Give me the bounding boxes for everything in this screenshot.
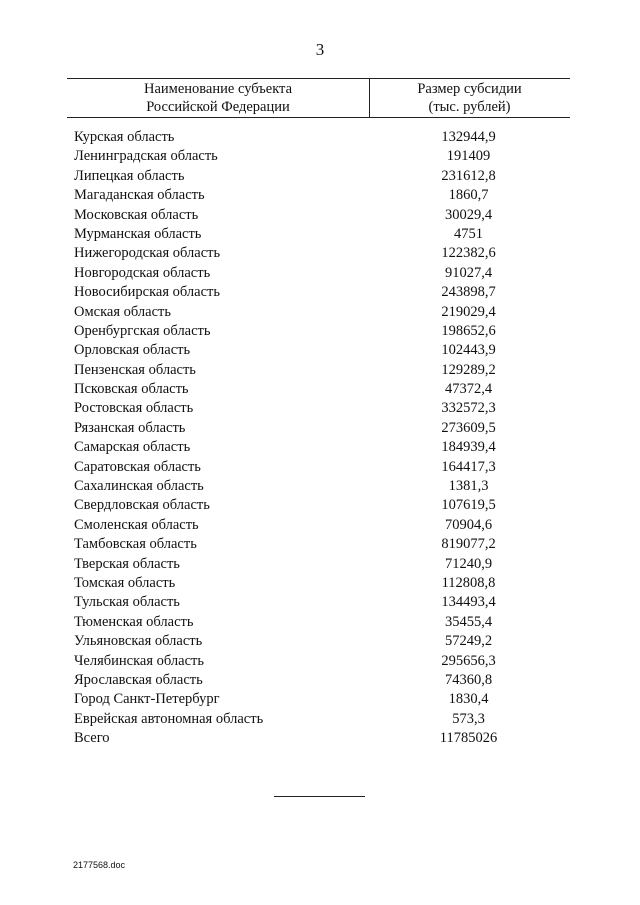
table-row [0,593,640,612]
subsidy-amount: 164417,3 [441,458,496,475]
table-row [0,264,640,283]
subsidy-amount: 70904,6 [444,516,493,533]
subsidy-amount: 1381,3 [448,478,489,495]
column-header-region-line1: Наименование субъекта [143,81,293,97]
subsidy-amount: 191409 [446,148,491,165]
region-name: Самарская область [74,439,191,456]
region-name: Новосибирская область [74,284,220,301]
column-header-subsidy [369,80,570,116]
table-row [0,535,640,554]
region-name: Омская область [74,303,171,320]
end-of-document-rule [274,796,365,797]
region-name: Тульская область [74,594,180,611]
region-name: Новгородская область [74,264,211,281]
table-row [0,167,640,186]
region-name: Мурманская область [74,225,202,242]
subsidy-table-body [0,128,640,749]
table-row [0,283,640,302]
table-row [0,458,640,477]
subsidy-amount: 819077,2 [441,536,496,553]
table-row [0,303,640,322]
table-row [0,147,640,166]
table-row [0,632,640,651]
region-name: Сахалинская область [74,478,204,495]
region-name: Рязанская область [74,419,186,436]
region-name: Липецкая область [74,167,185,184]
table-row [0,380,640,399]
table-row [0,341,640,360]
table-row [0,225,640,244]
table-row [0,244,640,263]
subsidy-amount: 102443,9 [441,342,496,359]
table-row [0,128,640,147]
column-header-subsidy-line1: Размер субсидии [417,81,522,97]
table-row [0,186,640,205]
region-name: Тверская область [74,555,180,572]
subsidy-amount: 198652,6 [441,322,496,339]
subsidy-amount: 573,3 [452,710,485,727]
region-name: Магаданская область [74,187,205,204]
subsidy-amount: 57249,2 [444,633,493,650]
subsidy-amount: 35455,4 [444,613,493,630]
document-file-name: 2177568.doc [73,860,126,870]
region-name: Ульяновская область [74,633,203,650]
subsidy-amount: 273609,5 [441,419,496,436]
subsidy-amount: 1830,4 [448,691,489,708]
table-total-row [0,729,640,748]
table-row [0,516,640,535]
column-header-subsidy-line2: (тыс. рублей) [428,99,511,115]
region-name: Московская область [74,206,199,223]
table-row [0,671,640,690]
region-name: Еврейская автономная область [74,710,264,727]
subsidy-amount: 231612,8 [441,167,496,184]
subsidy-amount: 295656,3 [441,652,496,669]
region-name: Тамбовская область [74,536,197,553]
subsidy-amount: 107619,5 [441,497,496,514]
table-row [0,690,640,709]
region-name: Нижегородская область [74,245,221,262]
subsidy-amount: 332572,3 [441,400,496,417]
subsidy-amount: 30029,4 [444,206,493,223]
region-name: Томская область [74,574,176,591]
region-name: Орловская область [74,342,191,359]
table-row [0,652,640,671]
subsidy-amount: 112808,8 [441,574,496,591]
subsidy-amount: 184939,4 [441,439,496,456]
subsidy-amount: 1860,7 [448,187,489,204]
table-row [0,322,640,341]
region-name: Курская область [74,129,175,145]
subsidy-amount: 4751 [454,225,483,242]
table-row [0,710,640,729]
table-header-top-rule [67,78,570,79]
table-row [0,438,640,457]
subsidy-amount: 129289,2 [441,361,496,378]
table-row [0,555,640,574]
region-name: Тюменская область [74,613,194,630]
subsidy-amount: 132944,9 [441,129,496,145]
region-name: Смоленская область [74,516,199,533]
subsidy-amount: 122382,6 [441,245,496,262]
region-name: Оренбургская область [74,322,211,339]
region-name: Ленинградская область [74,148,218,165]
region-name: Ростовская область [74,400,194,417]
region-name: Ярославская область [74,671,203,688]
region-name: Город Санкт-Петербург [74,691,220,708]
region-name: Пензенская область [74,361,196,378]
region-name: Челябинская область [74,652,204,669]
table-row [0,574,640,593]
table-row [0,419,640,438]
table-row [0,613,640,632]
subsidy-amount: 134493,4 [441,594,496,611]
region-name: Свердловская область [74,497,210,514]
region-name: Саратовская область [74,458,201,475]
subsidy-amount: 219029,4 [441,303,496,320]
subsidy-amount: 91027,4 [444,264,493,281]
table-header-bottom-rule [67,117,570,118]
region-name: Псковская область [74,381,189,398]
table-row [0,361,640,380]
subsidy-amount: 74360,8 [444,671,493,688]
table-row [0,399,640,418]
subsidy-amount: 47372,4 [444,381,493,398]
region-name: Всего [74,730,110,747]
subsidy-amount: 243898,7 [441,284,496,301]
column-header-region-line2: Российской Федерации [146,99,290,115]
table-row [0,496,640,515]
page-number: 3 [315,40,325,59]
table-row [0,206,640,225]
subsidy-amount: 71240,9 [444,555,493,572]
table-row [0,477,640,496]
column-header-region [67,80,369,116]
subsidy-amount: 11785026 [439,730,498,747]
